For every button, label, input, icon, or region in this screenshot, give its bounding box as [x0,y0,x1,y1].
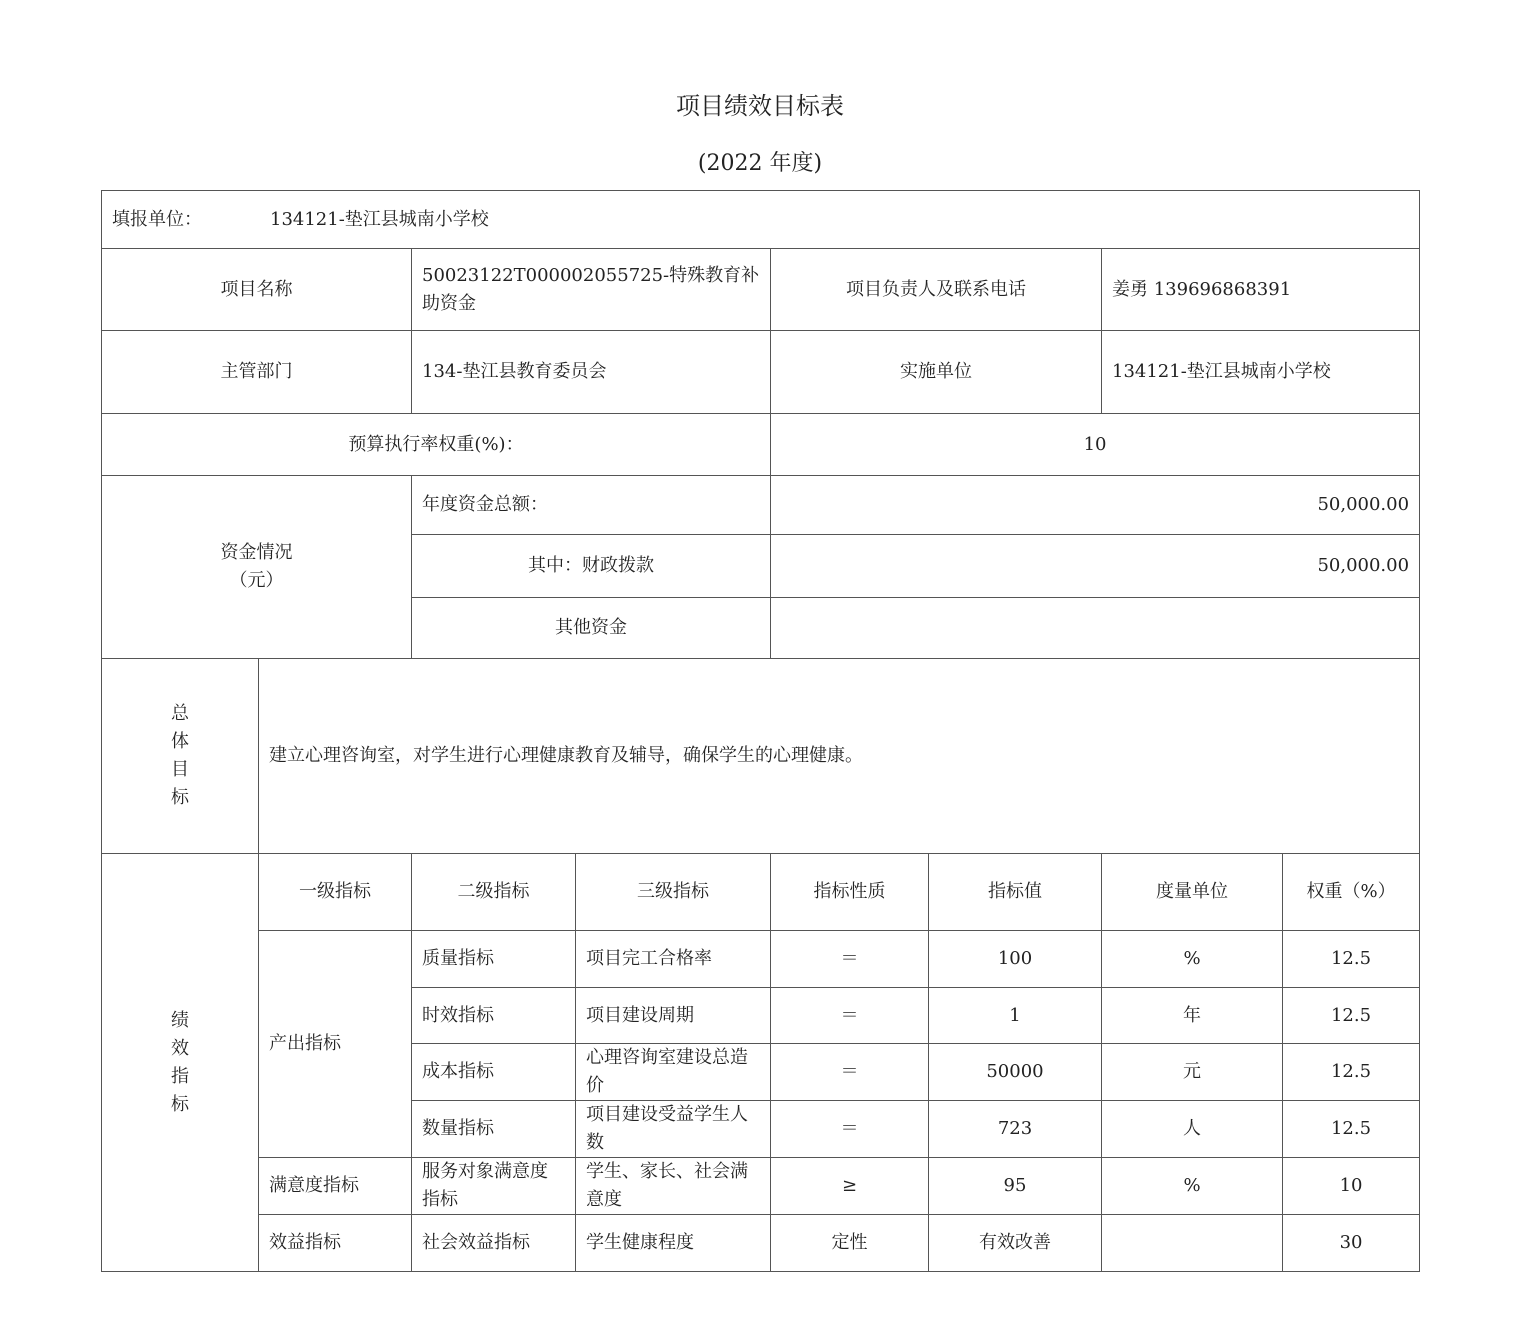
indicators-label-char: 指 [171,1065,189,1087]
unit-cell: % [1102,931,1283,988]
goal-row [102,659,1420,854]
goal-label-char: 标 [171,787,189,808]
weight-cell: 12.5 [1283,1044,1420,1101]
unit-cell: 元 [1102,1044,1283,1101]
header-nature: 指标性质 [771,854,929,931]
funds-total-row [102,476,1420,535]
dept-row [102,331,1420,414]
project-name-label: 项目名称 [102,249,412,331]
level2-cell: 数量指标 [412,1101,576,1158]
header-level2: 二级指标 [412,854,576,931]
project-row [102,249,1420,331]
level3-cell: 项目完工合格率 [576,931,771,988]
value-cell: 1 [929,988,1102,1044]
unit-label: 填报单位： [112,208,202,230]
goal-label-char: 目 [171,759,189,780]
header-unit: 度量单位 [1102,854,1283,931]
weight-cell: 12.5 [1283,1101,1420,1158]
indicators-label-char: 绩 [171,1009,189,1031]
level3-cell: 学生健康程度 [576,1215,771,1272]
funds-other-label: 其他资金 [412,598,771,659]
level2-cell: 时效指标 [412,988,576,1044]
unit-cell: % [1102,1158,1283,1215]
funds-total-label: 年度资金总额： [412,476,771,535]
unit-cell [102,191,1420,249]
table-row [102,1215,1420,1272]
indicator-header-row [102,854,1420,931]
level1-cell: 产出指标 [259,931,412,1158]
budget-rate-row [102,414,1420,476]
page-subtitle: (2022 年度) [697,151,823,176]
level3-cell: 心理咨询室建设总造价 [576,1044,771,1101]
table-row [102,1158,1420,1215]
funds-fiscal-label: 其中：财政拨款 [412,535,771,598]
level3-cell: 项目建设周期 [576,988,771,1044]
nature-cell: ＝ [771,988,929,1044]
goal-text: 建立心理咨询室，对学生进行心理健康教育及辅导，确保学生的心理健康。 [259,659,1420,854]
indicators-label [102,854,259,1272]
level2-cell: 服务对象满意度指标 [412,1158,576,1215]
funds-fiscal-value: 50,000.00 [771,535,1420,598]
header-value: 指标值 [929,854,1102,931]
level1-cell: 效益指标 [259,1215,412,1272]
funds-label-line2: （元） [229,570,284,591]
level3-cell: 项目建设受益学生人数 [576,1101,771,1158]
level2-cell: 成本指标 [412,1044,576,1101]
table-row [102,931,1420,988]
page-title: 项目绩效目标表 [676,92,844,120]
goal-label-char: 总 [171,703,189,724]
level2-cell: 质量指标 [412,931,576,988]
level2-cell: 社会效益指标 [412,1215,576,1272]
unit-row [102,191,1420,249]
weight-cell: 10 [1283,1158,1420,1215]
dept-value: 134-垫江县教育委员会 [412,331,771,414]
value-cell: 100 [929,931,1102,988]
nature-cell: ≥ [771,1158,929,1215]
level1-cell: 满意度指标 [259,1158,412,1215]
value-cell: 50000 [929,1044,1102,1101]
nature-cell: ＝ [771,1044,929,1101]
value-cell: 95 [929,1158,1102,1215]
project-name-value: 50023122T000002055725-特殊教育补助资金 [412,249,771,331]
indicators-label-char: 标 [171,1093,189,1115]
unit-value: 134121-垫江县城南小学校 [270,208,489,230]
weight-cell: 12.5 [1283,931,1420,988]
header-level1: 一级指标 [259,854,412,931]
value-cell: 723 [929,1101,1102,1158]
budget-rate-value: 10 [771,414,1420,476]
level3-cell: 学生、家长、社会满意度 [576,1158,771,1215]
unit-cell: 年 [1102,988,1283,1044]
nature-cell: ＝ [771,931,929,988]
indicators-label-char: 效 [171,1037,189,1059]
header-level3: 三级指标 [576,854,771,931]
value-cell: 有效改善 [929,1215,1102,1272]
weight-cell: 30 [1283,1215,1420,1272]
nature-cell: 定性 [771,1215,929,1272]
funds-other-value [771,598,1420,659]
goal-label [102,659,259,854]
funds-label [102,476,412,659]
goal-label-char: 体 [171,731,189,752]
header-weight: 权重（%） [1283,854,1420,931]
nature-cell: ＝ [771,1101,929,1158]
funds-label-line1: 资金情况 [220,542,293,563]
impl-label: 实施单位 [771,331,1102,414]
weight-cell: 12.5 [1283,988,1420,1044]
contact-value: 姜勇 139696868391 [1102,249,1420,331]
funds-total-value: 50,000.00 [771,476,1420,535]
dept-label: 主管部门 [102,331,412,414]
unit-cell: 人 [1102,1101,1283,1158]
contact-label: 项目负责人及联系电话 [771,249,1102,331]
budget-rate-label: 预算执行率权重(%)： [102,414,771,476]
performance-table [101,190,1420,1272]
impl-value: 134121-垫江县城南小学校 [1102,331,1420,414]
unit-cell [1102,1215,1283,1272]
